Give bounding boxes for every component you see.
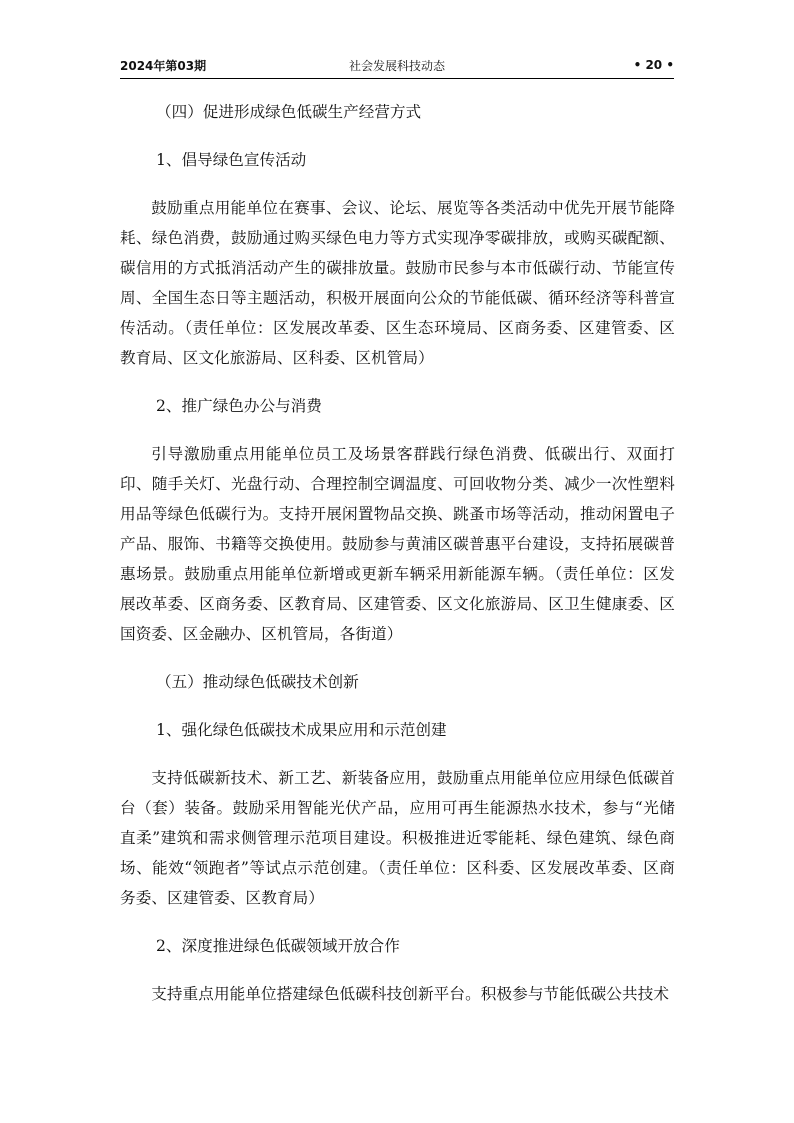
body-paragraph: 支持低碳新技术、新工艺、新装备应用，鼓励重点用能单位应用绿色低碳首台（套）装备。鼓励采用智能光伏产品，应用可再生能源热水技术，参与“光储直柔”建筑和需求侧管理示范项目建设。积极推进近零能耗、绿色建筑、绿色商场、能效“领跑者”等试点示范创建。（责任单位：区科委、区发展改革委、区商务委、区建管委、区教育局） [120,769,675,907]
subsection-heading: 1、倡导绿色宣传活动 [156,151,307,169]
page-number: • 20 • [633,58,674,72]
body-paragraph: 支持重点用能单位搭建绿色低碳科技创新平台。积极参与节能低碳公共技术 [151,985,670,1003]
section-heading: （四）促进形成绿色低碳生产经营方式 [156,103,422,121]
document-body [120,97,675,1027]
section-heading: （五）推动绿色低碳技术创新 [156,673,359,691]
page-header [120,55,674,75]
header-rule [120,78,674,79]
subsection-heading: 2、深度推进绿色低碳领域开放合作 [156,937,400,955]
body-paragraph: 鼓励重点用能单位在赛事、会议、论坛、展览等各类活动中优先开展节能降耗、绿色消费，鼓励通过购买绿色电力等方式实现净零碳排放，或购买碳配额、碳信用的方式抵消活动产生的碳排放量。鼓励市民参与本市低碳行动、节能宣传周、全国生态日等主题活动，积极开展面向公众的节能低碳、循环经济等科普宣传活动。（责任单位：区发展改革委、区生态环境局、区商务委、区建管委、区教育局、区文化旅游局、区科委、区机管局） [120,199,675,367]
body-paragraph: 引导激励重点用能单位员工及场景客群践行绿色消费、低碳出行、双面打印、随手关灯、光盘行动、合理控制空调温度、可回收物分类、减少一次性塑料用品等绿色低碳行为。支持开展闲置物品交换、跳蚤市场等活动，推动闲置电子产品、服饰、书籍等交换使用。鼓励参与黄浦区碳普惠平台建设，支持拓展碳普惠场景。鼓励重点用能单位新增或更新车辆采用新能源车辆。（责任单位：区发展改革委、区商务委、区教育局、区建管委、区文化旅游局、区卫生健康委、区国资委、区金融办、区机管局，各街道） [120,445,675,643]
subsection-heading: 1、强化绿色低碳技术成果应用和示范创建 [156,721,447,739]
issue-label: 2024年第03期 [120,58,207,73]
journal-title: 社会发展科技动态 [348,58,445,73]
subsection-heading: 2、推广绿色办公与消费 [156,397,322,415]
